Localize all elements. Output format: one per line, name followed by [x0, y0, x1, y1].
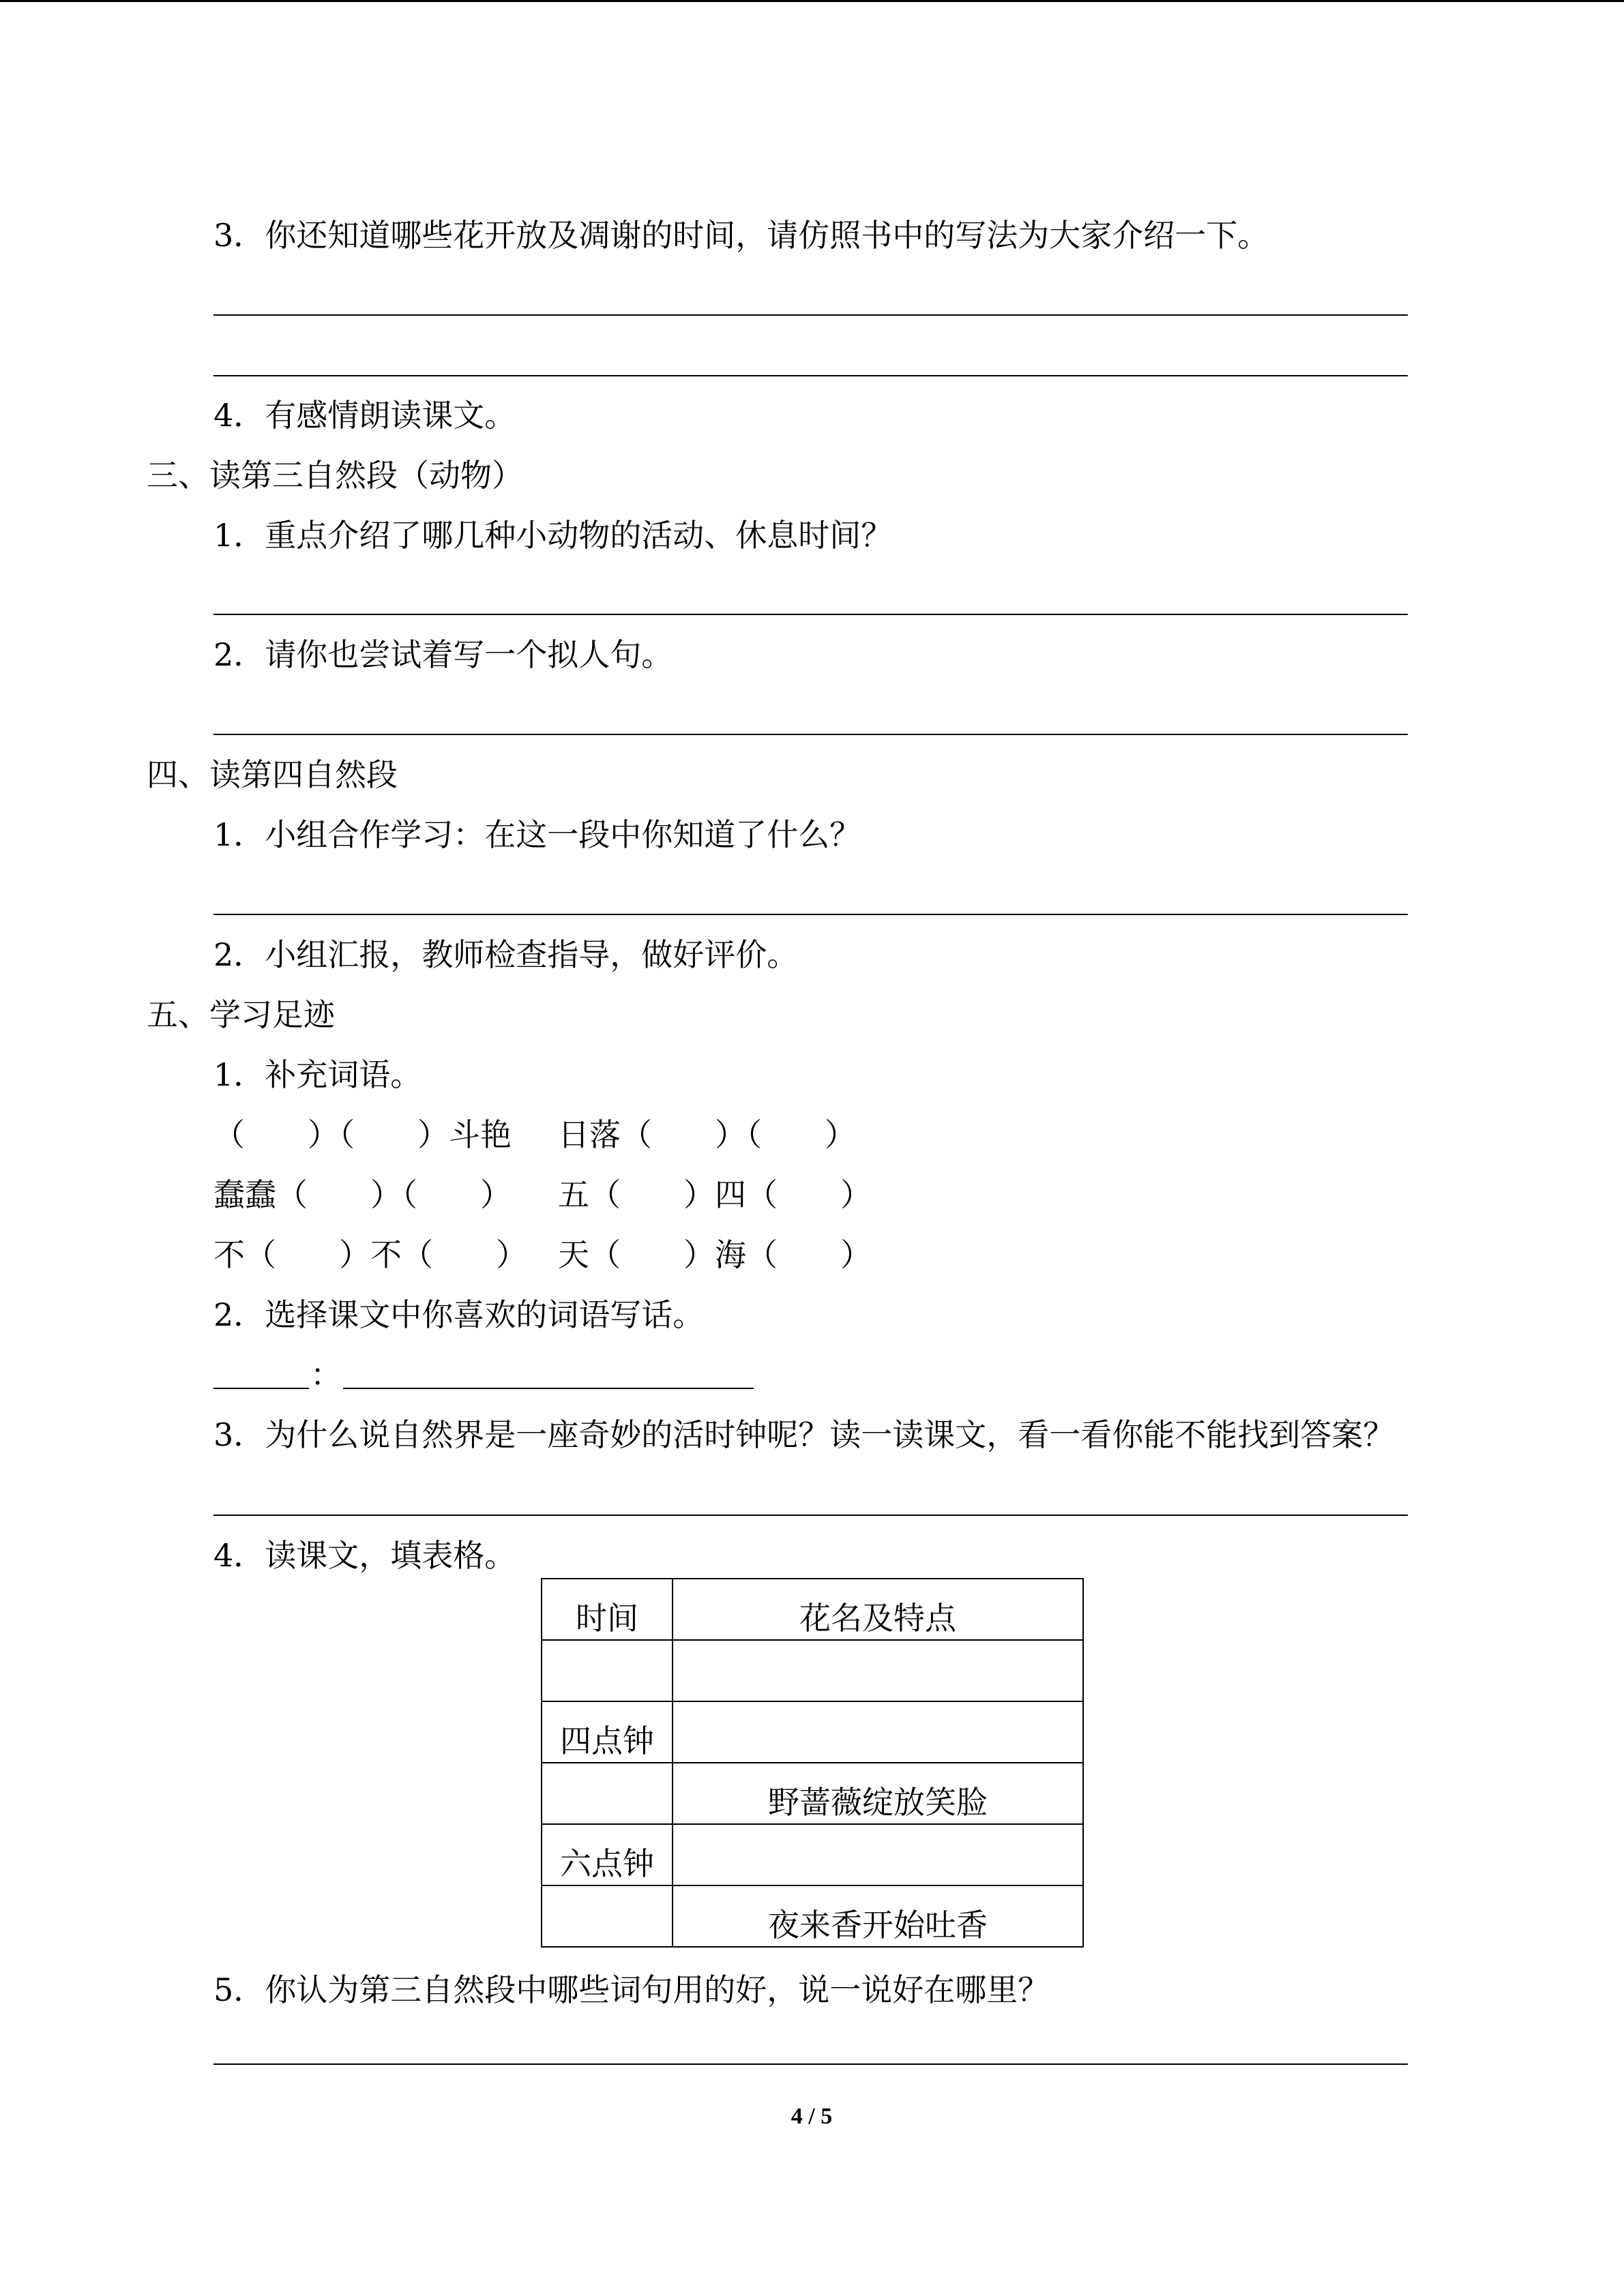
- table-row: [542, 1640, 1083, 1701]
- sentence-blank[interactable]: [343, 1388, 754, 1389]
- page-number: 4 / 5: [791, 2104, 833, 2129]
- table-cell-time: 六点钟: [542, 1824, 673, 1885]
- section-5-question-5: 5．你认为第三自然段中哪些词句用的好，说一说好在哪里？: [213, 1971, 1050, 2008]
- section-5-question-1: 1．补充词语。: [213, 1056, 422, 1093]
- section-4-question-2: 2．小组汇报，教师检查指导，做好评价。: [213, 936, 799, 973]
- question-3-flowers: 3．你还知道哪些花开放及凋谢的时间，请仿照书中的写法为大家介绍一下。: [213, 217, 1269, 254]
- table-cell-flower[interactable]: [673, 1640, 1083, 1701]
- idiom-fill-blank[interactable]: 天（ ）海（ ）: [558, 1236, 872, 1273]
- section-5-question-2: 2．选择课文中你喜欢的词语写话。: [213, 1296, 705, 1333]
- section-3-heading: 三、读第三自然段（动物）: [147, 457, 523, 494]
- top-border: [0, 0, 1624, 2]
- question-4-read-aloud: 4．有感情朗读课文。: [213, 397, 516, 434]
- idiom-fill-blank[interactable]: 不（ ）不（ ）: [213, 1236, 527, 1273]
- answer-line[interactable]: [213, 614, 1408, 615]
- answer-line[interactable]: [213, 314, 1408, 316]
- word-blank[interactable]: [213, 1388, 309, 1389]
- idiom-fill-blank[interactable]: 日落（ ）（ ）: [558, 1116, 856, 1153]
- table-row: [542, 1763, 1083, 1824]
- table-cell-flower[interactable]: [673, 1701, 1083, 1763]
- section-5-question-3: 3．为什么说自然界是一座奇妙的活时钟呢？读一读课文，看一看你能不能找到答案？: [213, 1416, 1395, 1453]
- table-cell-flower[interactable]: [673, 1824, 1083, 1885]
- table-cell-time[interactable]: [542, 1885, 673, 1947]
- table-cell-time[interactable]: [542, 1763, 673, 1824]
- table-header-flower: 花名及特点: [673, 1579, 1083, 1640]
- section-3-question-1: 1．重点介绍了哪几种小动物的活动、休息时间？: [213, 517, 893, 554]
- table-header-row: [542, 1579, 1083, 1640]
- section-5-question-4: 4．读课文，填表格。: [213, 1537, 516, 1574]
- idiom-fill-blank[interactable]: （ ）（ ）斗艳: [213, 1116, 512, 1153]
- section-3-question-2: 2．请你也尝试着写一个拟人句。: [213, 636, 673, 673]
- table-row: [542, 1885, 1083, 1947]
- table-row: [542, 1824, 1083, 1885]
- section-5-heading: 五、学习足迹: [147, 996, 335, 1033]
- colon-separator: ：: [310, 1356, 342, 1393]
- answer-line[interactable]: [213, 1515, 1408, 1516]
- section-4-heading: 四、读第四自然段: [147, 756, 398, 793]
- table-cell-time: 四点钟: [542, 1701, 673, 1763]
- table-row: [542, 1701, 1083, 1763]
- table-header-time: 时间: [542, 1579, 673, 1640]
- section-4-question-1: 1．小组合作学习：在这一段中你知道了什么？: [213, 816, 861, 853]
- table-cell-time[interactable]: [542, 1640, 673, 1701]
- idiom-fill-blank[interactable]: 蠢蠢（ ）（ ）: [213, 1176, 512, 1213]
- flower-time-table: [541, 1578, 1084, 1948]
- answer-line[interactable]: [213, 375, 1408, 376]
- answer-line[interactable]: [213, 914, 1408, 915]
- table-cell-flower: 野蔷薇绽放笑脸: [673, 1763, 1083, 1824]
- answer-line[interactable]: [213, 2063, 1408, 2065]
- answer-line[interactable]: [213, 734, 1408, 735]
- idiom-fill-blank[interactable]: 五（ ）四（ ）: [558, 1176, 872, 1213]
- table-cell-flower: 夜来香开始吐香: [673, 1885, 1083, 1947]
